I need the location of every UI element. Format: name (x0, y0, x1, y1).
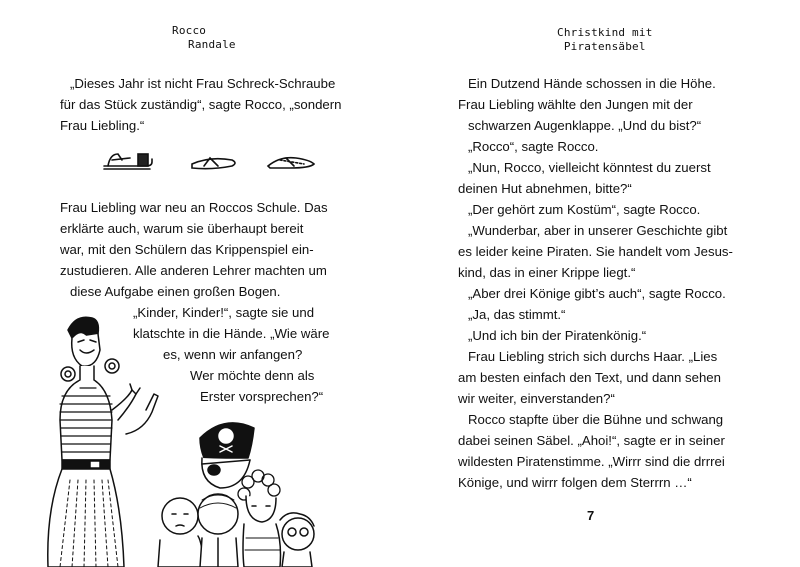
running-header-right (557, 26, 653, 54)
text-line: kind, das in einer Krippe liegt.“ (458, 265, 636, 280)
text-line: Frau Liebling wählte den Jungen mit der (458, 97, 693, 112)
header-right-line-2: Piratensäbel (563, 40, 646, 53)
text-line: Ein Dutzend Hände schossen in die Höhe. (468, 76, 716, 91)
header-left-line-2: Randale (188, 38, 236, 51)
text-line: wir weiter, einverstanden?“ (458, 391, 615, 406)
text-line: dabei seinen Säbel. „Ahoi!“, sagte er in seiner (458, 433, 725, 448)
text-line: „Nun, Rocco, vielleicht könntest du zuerst (468, 160, 711, 175)
text-line: Könige, und wirrr folgen dem Sterrrn …“ (458, 475, 692, 490)
text-line: deinen Hut abnehmen, bitte?“ (458, 181, 632, 196)
text-line: schwarzen Augenklappe. „Und du bist?“ (468, 118, 702, 133)
paragraph-2 (60, 197, 328, 302)
text-line: „Rocco“, sagte Rocco. (468, 139, 599, 154)
text-line: es leider keine Piraten. Sie handelt vom Jesus- (458, 244, 733, 259)
text-line: „Wunderbar, aber in unserer Geschichte gibt (468, 223, 728, 238)
text-line: „Kinder, Kinder!“, sagte sie und (133, 305, 315, 320)
text-line: war, mit den Schülern das Krippenspiel ein- (60, 242, 314, 257)
text-line: es, wenn wir anfangen? (163, 347, 303, 362)
text-line: wildesten Piratenstimme. „Wirrr sind die drrrei (458, 454, 725, 469)
text-line: „Der gehört zum Kostüm“, sagte Rocco. (468, 202, 701, 217)
sandals-divider-illustration (100, 146, 320, 176)
text-line: am besten einfach den Text, und dann sehen (458, 370, 721, 385)
text-line: Wer möchte denn als (190, 368, 315, 383)
paragraph-1 (60, 73, 341, 136)
text-line: zustudieren. Alle anderen Lehrer machten um (60, 263, 327, 278)
text-line: klatschte in die Hände. „Wie wäre (133, 326, 330, 341)
page-number: 7 (587, 508, 595, 523)
text-line: Frau Liebling strich sich durchs Haar. „Lies (468, 349, 718, 364)
right-page (400, 0, 800, 567)
text-line: diese Aufgabe einen großen Bogen. (70, 284, 281, 299)
header-left-line-1: Rocco (172, 24, 207, 37)
running-header-left (172, 24, 236, 52)
teacher-and-children-illustration (40, 310, 340, 567)
text-line: „Dieses Jahr ist nicht Frau Schreck-Schraube (70, 76, 336, 91)
text-line: Erster vorsprechen?“ (200, 389, 324, 404)
text-line: „Aber drei Könige gibt’s auch“, sagte Rocco. (468, 286, 726, 301)
text-line: erklärte auch, warum sie überhaupt bereit (60, 221, 304, 236)
text-line: für das Stück zuständig“, sagte Rocco, „sondern (60, 97, 342, 112)
text-line: „Und ich bin der Piratenkönig.“ (468, 328, 647, 343)
right-page-body (458, 73, 733, 493)
header-right-line-1: Christkind mit (557, 26, 653, 39)
text-line: Rocco stapfte über die Bühne und schwang (468, 412, 724, 427)
text-line: Frau Liebling war neu an Roccos Schule. Das (60, 200, 328, 215)
text-line: „Ja, das stimmt.“ (468, 307, 566, 322)
text-line: Frau Liebling.“ (60, 118, 145, 133)
